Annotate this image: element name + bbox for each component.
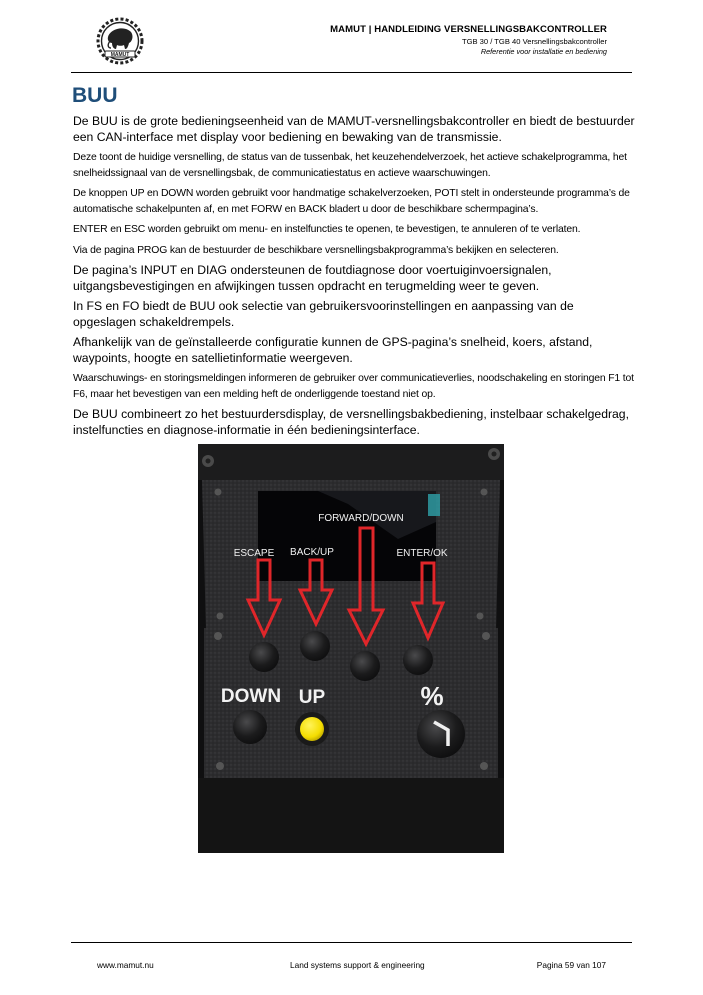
back-up-label: BACK/UP <box>290 547 334 558</box>
escape-button <box>249 642 279 672</box>
up-label: UP <box>298 687 326 708</box>
paragraph: De BUU combineert zo het bestuurdersdisplay, de versnellingsbakbediening, instelbaar schakelgedrag, instelfuncties en diagnose-informatie in één bedieningsinterface. <box>73 407 629 437</box>
paragraph: Deze toont de huidige versnelling, de status van de tussenbak, het keuzehendelverzoek, het actieve schakelprogramma, het snelheidssignaal van de versnellingsbak, de communicatiestatus en actieve waarschuwingen. <box>73 152 627 179</box>
back-up-button <box>300 631 330 661</box>
escape-label: ESCAPE <box>233 548 275 559</box>
body-text <box>73 114 635 443</box>
header-subtitle: TGB 30 / TGB 40 Versnellingsbakcontroller <box>461 37 607 46</box>
paragraph: ENTER en ESC worden gebruikt om menu- en instelfuncties te openen, te bevestigen, te annuleren of te verlaten. <box>73 224 581 235</box>
footer-tagline: Land systems support & engineering <box>290 960 425 970</box>
enter-ok-label: ENTER/OK <box>396 548 448 559</box>
forward-down-label: FORWARD/DOWN <box>318 513 404 524</box>
forward-down-button <box>350 651 380 681</box>
logo-text: MAMUT <box>110 52 130 58</box>
up-button <box>295 712 329 746</box>
header-title: MAMUT | HANDLEIDING VERSNELLINGSBAKCONTROLLER <box>330 24 607 35</box>
paragraph: Via de pagina PROG kan de bestuurder de beschikbare versnellingsbakprogramma’s bekijken en selecteren. <box>73 244 559 256</box>
section-title: BUU <box>72 84 118 107</box>
header-rule <box>71 72 632 73</box>
down-label: DOWN <box>220 686 282 707</box>
header-caption: Referentie voor installatie en bediening <box>480 47 607 56</box>
paragraph: Afhankelijk van de geïnstalleerde configuratie kunnen de GPS-pagina’s snelheid, koers, afstand, waypoints, hoogte en satellietinformatie weergeven. <box>73 335 593 365</box>
down-button <box>233 710 267 744</box>
paragraph: De knoppen UP en DOWN worden gebruikt voor handmatige schakelverzoeken, POTI stelt in ondersteunde programma’s de automatische schakelpunten af, en met FORW en BACK bladert u door de beschikbare schermpagina’s. <box>73 188 630 215</box>
paragraph: Waarschuwings- en storingsmeldingen informeren de gebruiker over communicatieverlies, noodschakeling en storingen F1 tot F6, maar het bevestigen van een melding heft de onderliggende toestand niet op. <box>73 373 634 400</box>
paragraph: De pagina’s INPUT en DIAG ondersteunen de foutdiagnose door voertuiginvoersignalen, uitgangsbevestigingen en afwijkingen tussen opdracht en terugmelding weer te geven. <box>73 263 552 293</box>
percent-label: % <box>420 681 444 711</box>
footer-rule <box>71 942 632 943</box>
page-header <box>330 24 607 56</box>
buu-control-unit-photo <box>198 444 504 853</box>
enter-ok-button <box>403 645 433 675</box>
paragraph: De BUU is de grote bedieningseenheid van de MAMUT-versnellingsbakcontroller en biedt de bestuurder een CAN-interface met display voor bediening en bewaking van de transmissie. <box>73 114 635 144</box>
paragraph: In FS en FO biedt de BUU ook selectie van gebruikersvoorinstellingen en aanpassing van de opgeslagen schakeldrempels. <box>73 299 574 329</box>
poti-knob <box>417 710 465 758</box>
page-number: Pagina 59 van 107 <box>536 960 606 970</box>
footer-website: www.mamut.nu <box>97 960 154 970</box>
mamut-logo-icon <box>94 15 146 67</box>
